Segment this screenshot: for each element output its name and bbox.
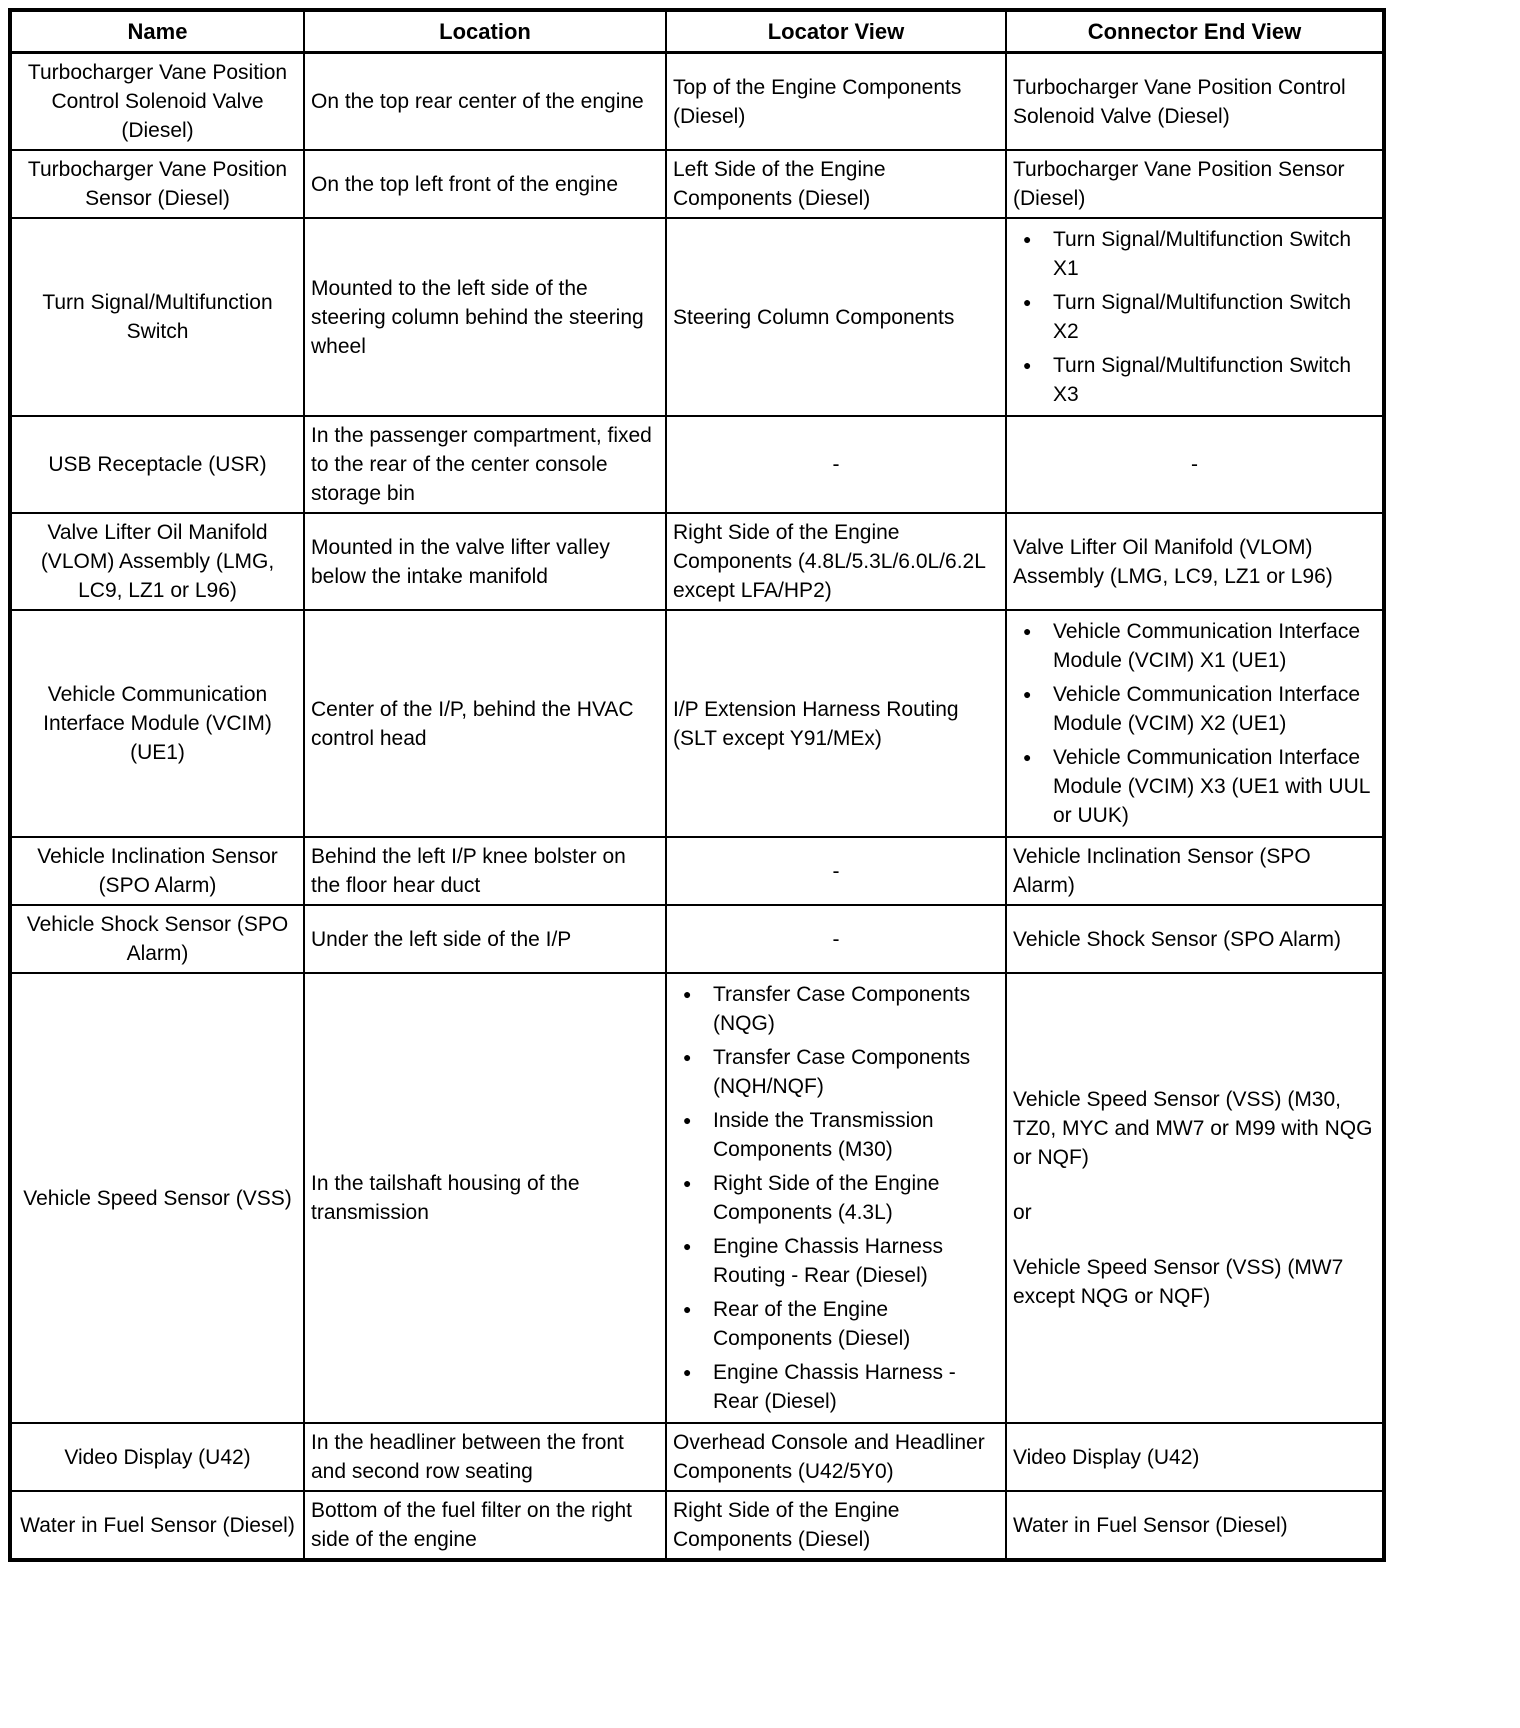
locator-view-cell: - [666,837,1006,905]
connector-end-view-cell: - [1006,416,1384,513]
name-cell: Vehicle Speed Sensor (VSS) [10,973,304,1423]
column-header-location: Location [304,10,666,53]
bullet-icon: ● [683,1364,692,1380]
bullet-item [673,1106,999,1164]
location-cell: In the passenger compartment, fixed to the rear of the center console storage bin [304,416,666,513]
bullet-item-label: Turn Signal/Multifunction Switch X2 [1053,291,1352,343]
name-cell: Vehicle Communication Interface Module (VCIM) (UE1) [10,610,304,837]
bullet-icon: ● [683,1112,692,1128]
bullet-item [1013,680,1376,738]
bullet-item-label: Transfer Case Components (NQH/NQF) [713,1046,971,1098]
bullet-item [673,1043,999,1101]
bullet-item [1013,351,1376,409]
bullet-item [1013,288,1376,346]
location-cell: On the top rear center of the engine [304,53,666,151]
table-row [10,53,1384,151]
locator-view-cell: Right Side of the Engine Components (4.8L/5.3L/6.0L/6.2L except LFA/HP2) [666,513,1006,610]
bullet-icon: ● [683,1049,692,1065]
location-cell: Mounted to the left side of the steering column behind the steering wheel [304,218,666,416]
location-cell: On the top left front of the engine [304,150,666,218]
bullet-item [673,1358,999,1416]
column-header-name: Name [10,10,304,53]
connector-end-view-cell: Turbocharger Vane Position Sensor (Diesel) [1006,150,1384,218]
bullet-item-label: Engine Chassis Harness - Rear (Diesel) [713,1361,956,1413]
bullet-item-label: Vehicle Communication Interface Module (VCIM) X1 (UE1) [1053,620,1360,672]
table-row [10,837,1384,905]
bullet-item-label: Turn Signal/Multifunction Switch X3 [1053,354,1352,406]
locator-view-cell: I/P Extension Harness Routing (SLT except Y91/MEx) [666,610,1006,837]
name-cell: Water in Fuel Sensor (Diesel) [10,1491,304,1560]
connector-end-view-cell [1006,610,1384,837]
column-header-connector-end-view: Connector End View [1006,10,1384,53]
bullet-icon: ● [1023,623,1032,639]
bullet-item-label: Right Side of the Engine Components (4.3L) [713,1172,940,1224]
location-cell: Mounted in the valve lifter valley below the intake manifold [304,513,666,610]
bullet-item [673,980,999,1038]
table-body [10,53,1384,1561]
bullet-item [673,1295,999,1353]
locator-view-cell: Left Side of the Engine Components (Diesel) [666,150,1006,218]
service-manual-page [0,8,1520,1728]
table-row [10,1423,1384,1491]
name-cell: USB Receptacle (USR) [10,416,304,513]
bullet-item [1013,743,1376,830]
name-cell: Turn Signal/Multifunction Switch [10,218,304,416]
name-cell: Turbocharger Vane Position Sensor (Diesel) [10,150,304,218]
name-cell: Vehicle Inclination Sensor (SPO Alarm) [10,837,304,905]
bullet-icon: ● [1023,357,1032,373]
bullet-icon: ● [1023,686,1032,702]
bullet-list [1013,615,1376,832]
locator-view-cell: Overhead Console and Headliner Components (U42/5Y0) [666,1423,1006,1491]
table-row [10,905,1384,973]
location-cell: Behind the left I/P knee bolster on the floor hear duct [304,837,666,905]
table-row [10,1491,1384,1560]
connector-end-view-cell: Valve Lifter Oil Manifold (VLOM) Assembly (LMG, LC9, LZ1 or L96) [1006,513,1384,610]
connector-end-view-cell: Water in Fuel Sensor (Diesel) [1006,1491,1384,1560]
bullet-icon: ● [683,1238,692,1254]
locator-view-cell [666,973,1006,1423]
connector-views-table [8,8,1386,1562]
name-cell: Video Display (U42) [10,1423,304,1491]
locator-view-cell: Top of the Engine Components (Diesel) [666,53,1006,151]
bullet-icon: ● [1023,749,1032,765]
connector-end-view-cell [1006,218,1384,416]
name-cell: Turbocharger Vane Position Control Solenoid Valve (Diesel) [10,53,304,151]
table-row [10,416,1384,513]
connector-end-view-cell: Vehicle Shock Sensor (SPO Alarm) [1006,905,1384,973]
column-header-locator-view: Locator View [666,10,1006,53]
bullet-icon: ● [1023,294,1032,310]
name-cell: Vehicle Shock Sensor (SPO Alarm) [10,905,304,973]
table-row [10,513,1384,610]
bullet-icon: ● [1023,231,1032,247]
bullet-icon: ● [683,1175,692,1191]
location-cell: In the tailshaft housing of the transmission [304,973,666,1423]
location-cell: Under the left side of the I/P [304,905,666,973]
table-row [10,973,1384,1423]
bullet-item-label: Vehicle Communication Interface Module (VCIM) X2 (UE1) [1053,683,1360,735]
locator-view-cell: Steering Column Components [666,218,1006,416]
bullet-item-label: Transfer Case Components (NQG) [713,983,971,1035]
location-cell: Center of the I/P, behind the HVAC control head [304,610,666,837]
location-cell: Bottom of the fuel filter on the right side of the engine [304,1491,666,1560]
bullet-item [673,1169,999,1227]
bullet-item-label: Turn Signal/Multifunction Switch X1 [1053,228,1352,280]
header-row [10,10,1384,53]
table-row [10,610,1384,837]
connector-end-view-cell: Turbocharger Vane Position Control Solenoid Valve (Diesel) [1006,53,1384,151]
bullet-item [673,1232,999,1290]
locator-view-cell: - [666,416,1006,513]
connector-end-view-cell: Vehicle Inclination Sensor (SPO Alarm) [1006,837,1384,905]
cell-paragraph: Vehicle Speed Sensor (VSS) (MW7 except NQG or NQF) [1013,1256,1344,1308]
bullet-icon: ● [683,1301,692,1317]
cell-paragraph: Vehicle Speed Sensor (VSS) (M30, TZ0, MYC and MW7 or M99 with NQG or NQF) [1013,1088,1373,1169]
bullet-item-label: Inside the Transmission Components (M30) [713,1109,934,1161]
name-cell: Valve Lifter Oil Manifold (VLOM) Assembly (LMG, LC9, LZ1 or L96) [10,513,304,610]
bullet-item-label: Vehicle Communication Interface Module (VCIM) X3 (UE1 with UUL or UUK) [1053,746,1370,827]
locator-view-cell: - [666,905,1006,973]
table-row [10,150,1384,218]
bullet-item-label: Engine Chassis Harness Routing - Rear (Diesel) [713,1235,943,1287]
locator-view-cell: Right Side of the Engine Components (Diesel) [666,1491,1006,1560]
connector-end-view-cell [1006,973,1384,1423]
bullet-item [1013,617,1376,675]
connector-end-view-cell: Video Display (U42) [1006,1423,1384,1491]
bullet-item-label: Rear of the Engine Components (Diesel) [713,1298,911,1350]
bullet-icon: ● [683,986,692,1002]
bullet-list [673,978,999,1418]
bullet-list [1013,223,1376,411]
cell-paragraph: or [1013,1201,1032,1224]
location-cell: In the headliner between the front and second row seating [304,1423,666,1491]
table-row [10,218,1384,416]
bullet-item [1013,225,1376,283]
